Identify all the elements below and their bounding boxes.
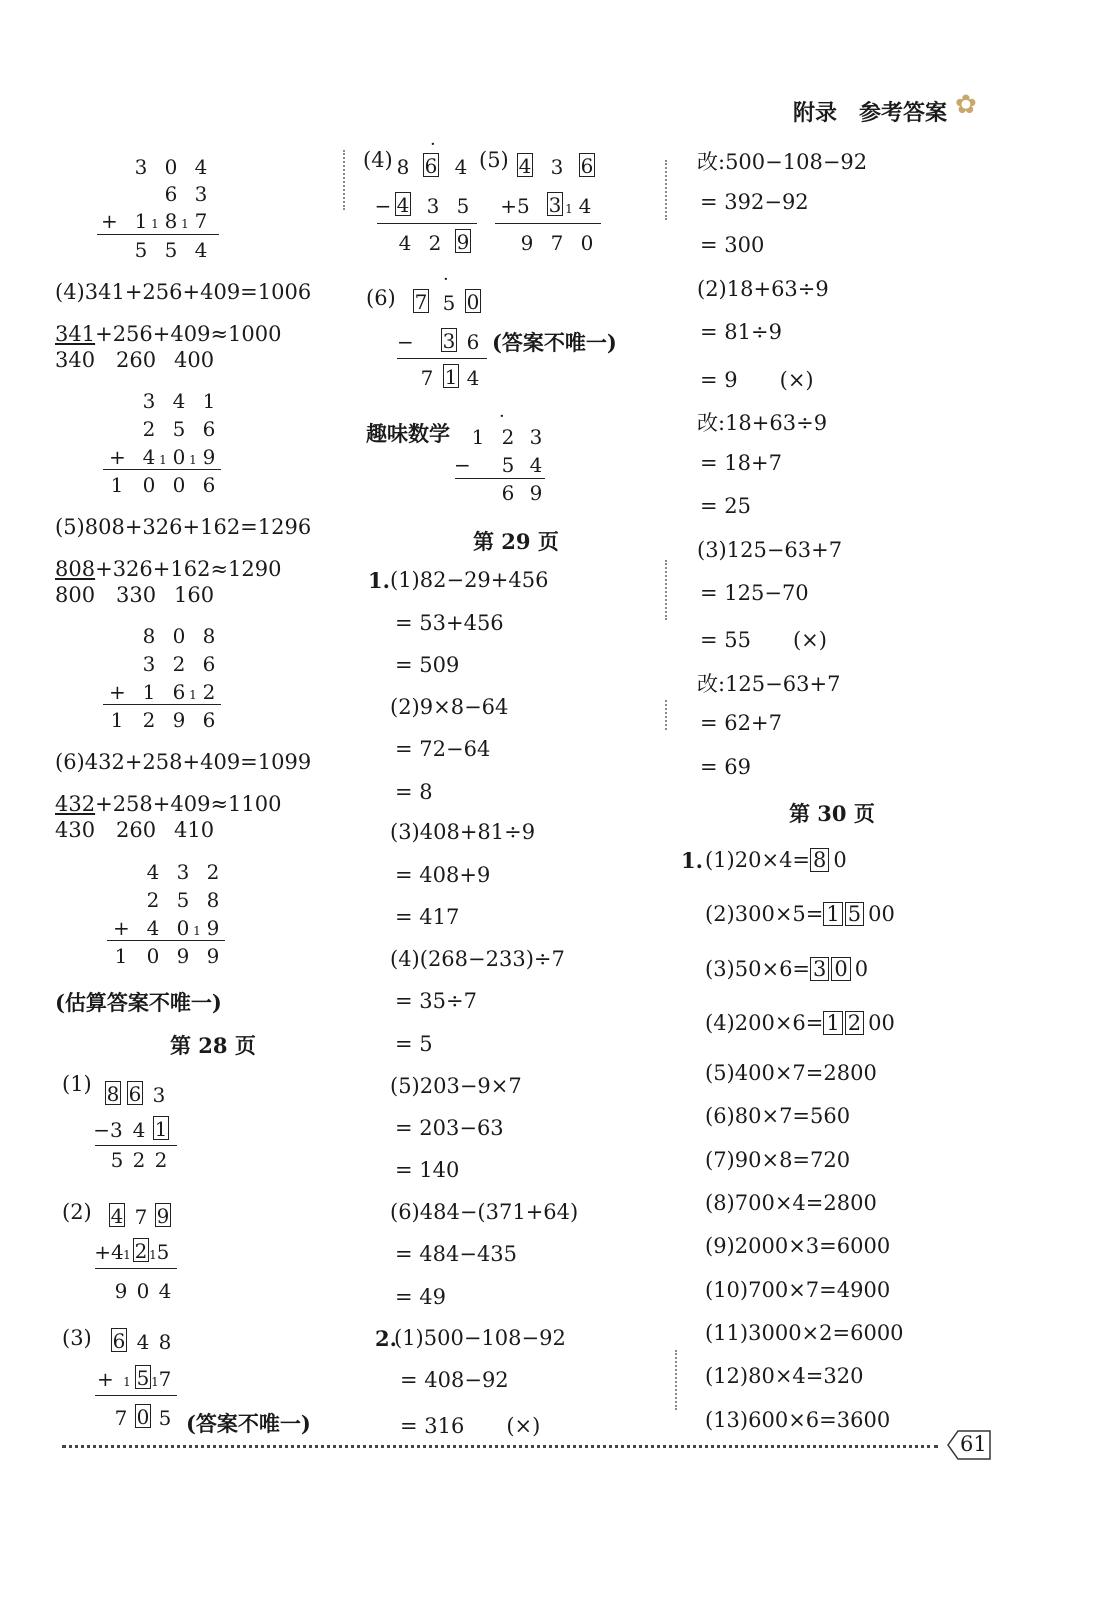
section-heading-page-30: 第 30 页 [789,801,875,826]
computation-line: = 69 [700,755,751,779]
product-line: (9)2000×3=6000 [705,1234,891,1258]
rounded-a: 800 [55,583,96,607]
section-heading-page-29: 第 29 页 [473,529,559,554]
product-line: (12)80×4=320 [705,1364,864,1388]
computation-line: (6)484−(371+64) [390,1200,579,1224]
column-divider [665,560,667,620]
section-heading-page-28: 第 28 页 [170,1033,256,1058]
computation-line: = 125−70 [700,581,809,605]
computation-line: = 509 [395,653,460,677]
computation-line: (2)9×8−64 [390,695,509,719]
computation-line: (3)408+81÷9 [390,820,536,844]
computation-line: (3)125−63+7 [697,538,843,562]
running-header: 附录 参考答案 [793,100,948,126]
computation-line: = 203−63 [395,1116,504,1140]
q6-label: (6) [366,286,396,310]
footer-dotted-rule [62,1445,938,1448]
computation-line: = 53+456 [395,611,504,635]
computation-line: = 55 (×) [700,628,827,652]
borrow-dot: · [499,406,505,427]
problem-5-equation: (5)808+326+162=1296 [55,515,312,539]
computation-line: = 5 [395,1032,433,1056]
column-divider [343,150,345,210]
rounded-a: 340 [55,348,96,372]
boxed-answer-4: (4)200×6= 1 2 00 [705,1011,895,1035]
boxed-answer-3: (3)50×6= 3 0 0 [705,957,869,981]
product-line: (6)80×7=560 [705,1104,851,1128]
computation-line: = 25 [700,494,751,518]
problem-5-estimate: 808+326+162≈1290 [55,557,282,581]
computation-line: = 72−64 [395,737,491,761]
computation-line: (1)82−29+456 [390,568,549,592]
computation-line: = 62+7 [700,711,782,735]
column-divider [675,1350,677,1410]
column-divider [665,700,667,730]
q4-label: (4) [363,148,393,172]
problem-4-equation: (4)341+256+409=1006 [55,280,312,304]
computation-line: = 300 [700,233,765,257]
problem-4-estimate: 341+256+409≈1000 [55,322,282,346]
computation-line: (4)(268−233)÷7 [390,947,565,971]
computation-line: 改:500−108−92 [697,150,868,174]
rounded-c: 160 [174,583,215,607]
rounded-c: 400 [174,348,215,372]
computation-line: = 81÷9 [700,320,782,344]
computation-line: = 408+9 [395,863,491,887]
computation-line: (2)18+63÷9 [697,277,829,301]
rounded-b: 260 [116,818,157,842]
part-2-label: 2. [375,1326,397,1351]
product-line: (7)90×8=720 [705,1148,851,1172]
computation-line: = 392−92 [700,190,809,214]
column-divider [665,160,667,220]
product-line: (5)400×7=2800 [705,1061,877,1085]
q2-label: (2) [62,1200,92,1224]
q6-note: (答案不唯一) [492,330,617,355]
q1-label: (1) [62,1072,92,1096]
rounded-b: 260 [116,348,157,372]
borrow-dot: · [443,269,449,290]
computation-line: 改:125−63+7 [697,672,841,696]
computation-line: = 9 (×) [700,368,814,392]
product-line: (8)700×4=2800 [705,1191,877,1215]
product-line: (10)700×7=4900 [705,1278,891,1302]
part-1-label: 1. [368,568,390,593]
computation-line: = 484−435 [395,1242,518,1266]
computation-line: (1)500−108−92 [394,1326,566,1350]
computation-line: = 35÷7 [395,989,477,1013]
flower-icon: ✿ [955,90,977,120]
product-line: (11)3000×2=6000 [705,1321,904,1345]
product-line: (13)600×6=3600 [705,1408,891,1432]
computation-line: = 49 [395,1285,446,1309]
rounded-c: 410 [174,818,215,842]
computation-line: = 8 [395,780,433,804]
computation-line: = 140 [395,1158,460,1182]
boxed-answer-2: (2)300×5= 1 5 00 [705,902,895,926]
computation-line: = 417 [395,905,460,929]
computation-line: = 316 (×) [400,1414,541,1438]
q3-label: (3) [62,1326,92,1350]
borrow-dot: · [430,134,436,155]
problem-6-estimate: 432+258+409≈1100 [55,792,282,816]
fun-math-label: 趣味数学 [366,421,450,446]
computation-line: = 408−92 [400,1368,509,1392]
computation-line: = 18+7 [700,451,782,475]
part-1-label: 1. [681,848,703,873]
page-number: 61 [960,1432,987,1456]
boxed-answer-1: (1)20×4= 8 0 [705,848,847,872]
q3-note: (答案不唯一) [186,1411,311,1436]
q5-label: (5) [479,148,509,172]
rounded-a: 430 [55,818,96,842]
page-number-badge [946,1428,998,1462]
computation-line: 改:18+63÷9 [697,411,828,435]
computation-line: (5)203−9×7 [390,1074,522,1098]
problem-6-equation: (6)432+258+409=1099 [55,750,312,774]
rounded-b: 330 [116,583,157,607]
estimate-note: (估算答案不唯一) [55,990,222,1015]
